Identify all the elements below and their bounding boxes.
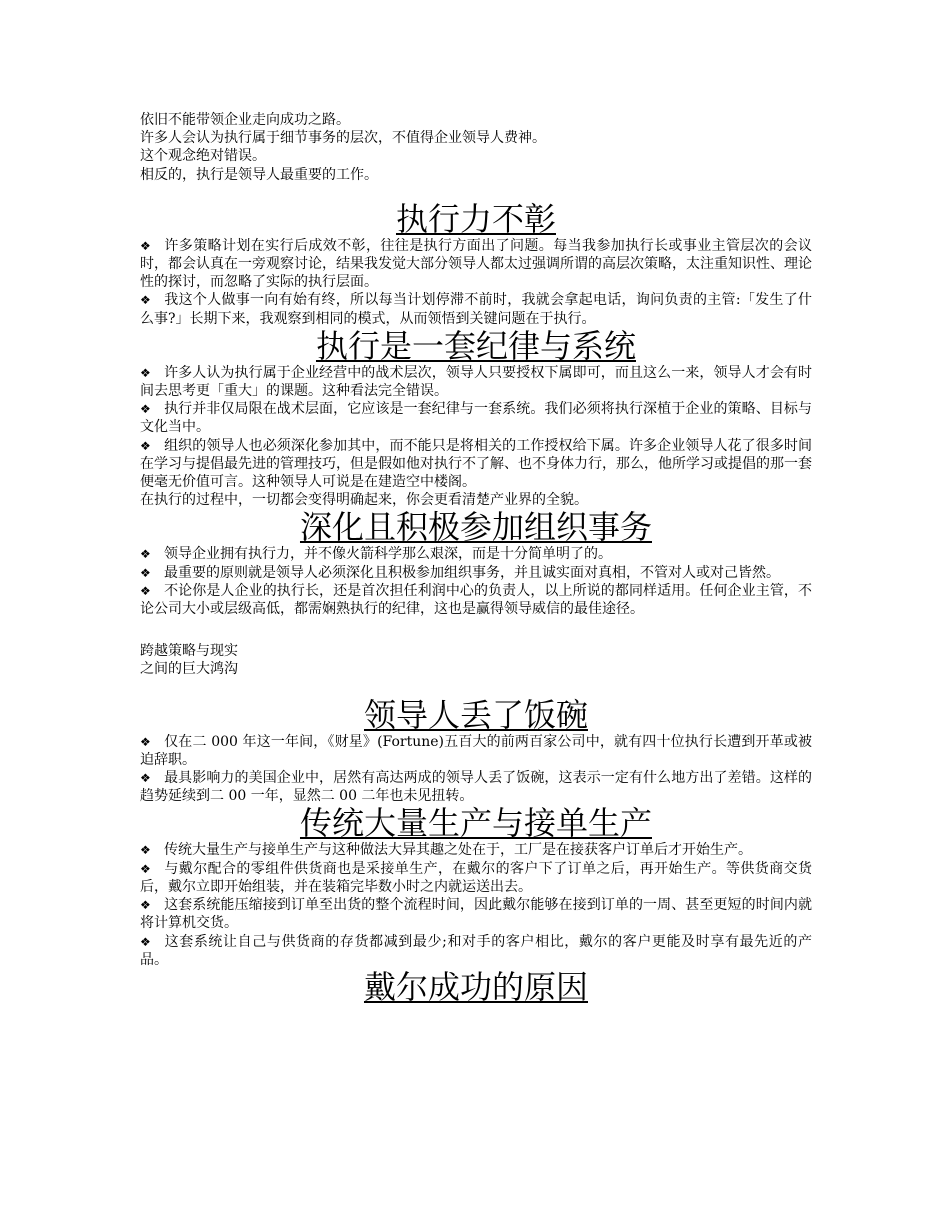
section-heading-mass-vs-order-production: 传统大量生产与接单生产 (299, 804, 652, 843)
bullet-item (140, 237, 812, 292)
intro-line-4: 相反的，执行是领导人最重要的工作。 (140, 166, 378, 183)
bullet-diamond-icon: ❖ (140, 734, 151, 749)
bullet-diamond-icon: ❖ (140, 934, 151, 949)
bullet-item (140, 933, 812, 969)
bullet-text: 许多人认为执行属于企业经营中的战术层次，领导人只要授权下属即可，而且这么一来，领导人才会有时间去思考更「重大」的课题。这种看法完全错误。 (140, 364, 812, 400)
bullet-item (140, 896, 812, 932)
subtitle-line-1: 跨越策略与现实 (140, 643, 238, 660)
bullet-item (140, 400, 812, 436)
bullet-diamond-icon: ❖ (140, 583, 151, 598)
bullet-item (140, 860, 812, 896)
bullet-text: 执行并非仅局限在战术层面，它应该是一套纪律与一套系统。我们必须将执行深植于企业的策略、目标与文化当中。 (140, 401, 812, 436)
bullet-diamond-icon: ❖ (140, 293, 151, 308)
bullet-item (140, 841, 812, 859)
bullet-item (140, 437, 812, 492)
bullet-item (140, 733, 812, 769)
bullet-diamond-icon: ❖ (140, 861, 151, 876)
bullet-text: 不论你是人企业的执行长，还是首次担任利润中心的负责人，以上所说的都同样适用。任何企业主管，不论公司大小或层级高低，都需娴熟执行的纪律，这也是赢得领导威信的最佳途径。 (140, 582, 812, 618)
bullet-text: 传统大量生产与接单生产与这种做法大异其趣之处在于，工厂是在接获客户订单后才开始生产。 (164, 842, 752, 859)
bullet-text: 与戴尔配合的零组件供货商也是采接单生产，在戴尔的客户下了订单之后，再开始生产。等供货商交货后，戴尔立即开始组装，并在装箱完毕数小时之内就运送出去。 (140, 860, 812, 895)
bullet-diamond-icon: ❖ (140, 771, 151, 786)
bullet-text: 我这个人做事一向有始有终，所以每当计划停滞不前时，我就会拿起电话，询问负责的主管:「发生了什么事?」长期下来，我观察到相同的模式，从而领悟到关键问题在于执行。 (140, 292, 812, 327)
subtitle-line-2: 之间的巨大鸿沟 (140, 661, 238, 678)
bullet-text: 领导企业拥有执行力，并不像火箭科学那么艰深，而是十分简单明了的。 (164, 546, 612, 563)
section-heading-execution-lacking: 执行力不彰 (395, 199, 556, 238)
document-page (140, 111, 812, 1005)
bullet-item (140, 291, 812, 327)
section-heading-dell-success-reasons: 戴尔成功的原因 (363, 967, 588, 1006)
bullet-diamond-icon: ❖ (140, 238, 151, 253)
bullet-item (140, 769, 812, 805)
intro-line-2: 许多人会认为执行属于细节事务的层次，不值得企业领导人费神。 (140, 130, 546, 147)
bullet-item (140, 582, 812, 618)
bullet-diamond-icon: ❖ (140, 438, 151, 453)
bullet-diamond-icon: ❖ (140, 365, 151, 380)
bullet-text: 仅在二 000 年这一年间，《财星》(Fortune)五百大的前两百家公司中，就有四十位执行长遭到开革或被迫辞职。 (140, 733, 812, 768)
bullet-item (140, 564, 812, 582)
bullet-diamond-icon: ❖ (140, 843, 151, 858)
bullet-text: 这套系统让自己与供货商的存货都减到最少;和对手的客户相比，戴尔的客户更能及时享有最先近的产品。 (140, 933, 812, 968)
section-closing-text: 在执行的过程中，一切都会变得明确起来，你会更看清楚产业界的全貌。 (140, 492, 588, 509)
bullet-diamond-icon: ❖ (140, 547, 151, 562)
bullet-text: 组织的领导人也必须深化参加其中，而不能只是将相关的工作授权给下属。许多企业领导人花了很多时间在学习与提倡最先进的管理技巧，但是假如他对执行不了解、也不身体力行，那么，他所学习或提倡的那一套便毫无价值可言。这种领导人可说是在建造空中楼阁。 (140, 437, 812, 491)
bullet-text: 最重要的原则就是领导人必须深化且积极参加组织事务，并且诚实面对真相，不管对人或对己皆然。 (164, 564, 780, 581)
bullet-item (140, 545, 812, 563)
bullet-diamond-icon: ❖ (140, 898, 151, 913)
spacer (140, 618, 812, 642)
section-heading-leaders-lost-jobs: 领导人丢了饭碗 (363, 695, 588, 734)
intro-line-3: 这个观念绝对错误。 (140, 148, 266, 165)
bullet-item (140, 364, 812, 400)
bullet-diamond-icon: ❖ (140, 565, 151, 580)
bullet-text: 这套系统能压缩接到订单至出货的整个流程时间，因此戴尔能够在接到订单的一周、甚至更短的时间内就将计算机交货。 (140, 897, 812, 932)
spacer (140, 679, 812, 697)
section-heading-discipline-system: 执行是一套纪律与系统 (315, 326, 636, 365)
bullet-text: 最具影响力的美国企业中，居然有高达两成的领导人丢了饭碗，这表示一定有什么地方出了差错。这样的趋势延续到二 00 一年，显然二 00 二年也未见扭转。 (140, 770, 812, 805)
bullet-diamond-icon: ❖ (140, 402, 151, 417)
bullet-text: 许多策略计划在实行后成效不彰，往往是执行方面出了问题。每当我参加执行长或事业主管层次的会议时，都会认真在一旁观察讨论，结果我发觉大部分领导人都太过强调所谓的高层次策略，太注重知识性、理论性的探讨，而忽略了实际的执行层面。 (140, 237, 812, 291)
section-heading-deep-involvement: 深化且积极参加组织事务 (299, 508, 652, 547)
intro-line-1: 依旧不能带领企业走向成功之路。 (140, 112, 350, 128)
